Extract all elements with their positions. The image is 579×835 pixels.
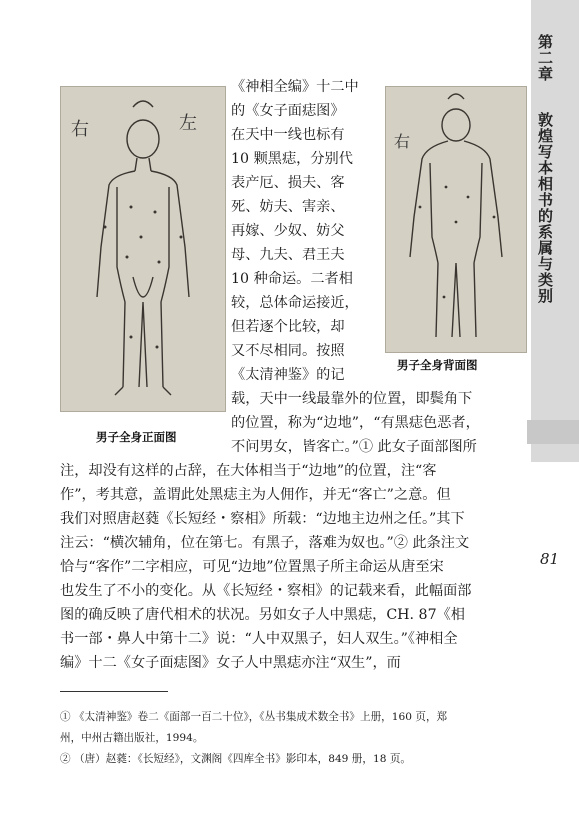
back-body-illustration: [386, 87, 526, 352]
front-left-label: 左: [179, 113, 197, 134]
body-line: 编》十二《女子面痣图》女子人中黑痣亦注“双生”，而: [60, 655, 401, 671]
column-line: 再嫁、少奴、妨父: [231, 223, 345, 239]
column-line: 在天中一线也标有: [231, 127, 345, 143]
footnote-line: ② （唐）赵蕤：《长短经》，文渊阁《四库全书》影印本，849 册，18 页。: [60, 753, 412, 765]
column-line: 10 种命运。二者相: [231, 271, 353, 287]
body-line: 我们对照唐赵蕤《长短经・察相》所载：“边地主边州之任。”其下: [60, 511, 465, 527]
body-line: 注，却没有这样的占辞，在大体相当于“边地”的位置，注“客: [60, 463, 437, 479]
back-figure-caption: 男子全身背面图: [397, 358, 478, 372]
chapter-title: 敦煌写本相书的系属与类别: [536, 112, 554, 304]
front-right-label: 右: [71, 119, 89, 140]
page-number: 81: [540, 550, 560, 568]
column-line: 的位置，称为“边地”，“有黑痣色恶者，: [231, 415, 480, 431]
column-line: 死、妨夫、害亲、: [231, 199, 345, 215]
footnote-line: ① 《太清神鉴》卷二《面部一百二十位》，《丛书集成术数全书》上册，160 页，郑: [60, 711, 448, 723]
body-line: 也发生了不小的变化。从《长短经・察相》的记载来看，此幅面部: [60, 583, 472, 599]
side-divider: [527, 420, 579, 444]
body-line: 书一部・鼻人中第十二》说：“人中双黑子，妇人双生。”《神相全: [60, 631, 458, 647]
chapter-number: 第二章: [536, 34, 554, 82]
column-line: 但若逐个比较，却: [231, 319, 345, 335]
column-line: 《神相全编》十二中: [231, 79, 359, 95]
column-line: 母、九夫、君王夫: [231, 247, 345, 263]
front-body-figure: [60, 86, 226, 412]
body-line: 作”，考其意，盖谓此处黑痣主为人佣作，并无“客亡”之意。但: [60, 487, 451, 503]
column-line: 不问男女，皆客亡。”① 此女子面部图所: [231, 439, 477, 455]
footnote-rule: [60, 691, 168, 692]
front-body-illustration: [61, 87, 225, 411]
back-body-figure: [385, 86, 527, 353]
back-right-label: 右: [394, 132, 411, 151]
body-line: 恰与“客作”二字相应，可见“边地”位置黑子所主命运从唐至宋: [60, 559, 444, 575]
column-line: 较，总体命运接近，: [231, 295, 359, 311]
column-line: 10 颗黑痣，分别代: [231, 151, 353, 167]
column-line: 载，天中一线最靠外的位置，即鬓角下: [231, 391, 473, 407]
body-line: 注云：“横次辅角，位在第七。有黑子，落难为奴也。”② 此条注文: [60, 535, 470, 551]
front-figure-caption: 男子全身正面图: [96, 430, 177, 444]
column-line: 的《女子面痣图》: [231, 103, 345, 119]
body-line: 图的确反映了唐代相术的状况。另如女子人中黑痣，CH. 87《相: [60, 607, 465, 623]
column-line: 《太清神鉴》的记: [231, 367, 345, 383]
footnote-line: 州，中州古籍出版社，1994。: [60, 732, 204, 744]
column-line: 表产厄、损夫、客: [231, 175, 345, 191]
column-line: 又不尽相同。按照: [231, 343, 345, 359]
